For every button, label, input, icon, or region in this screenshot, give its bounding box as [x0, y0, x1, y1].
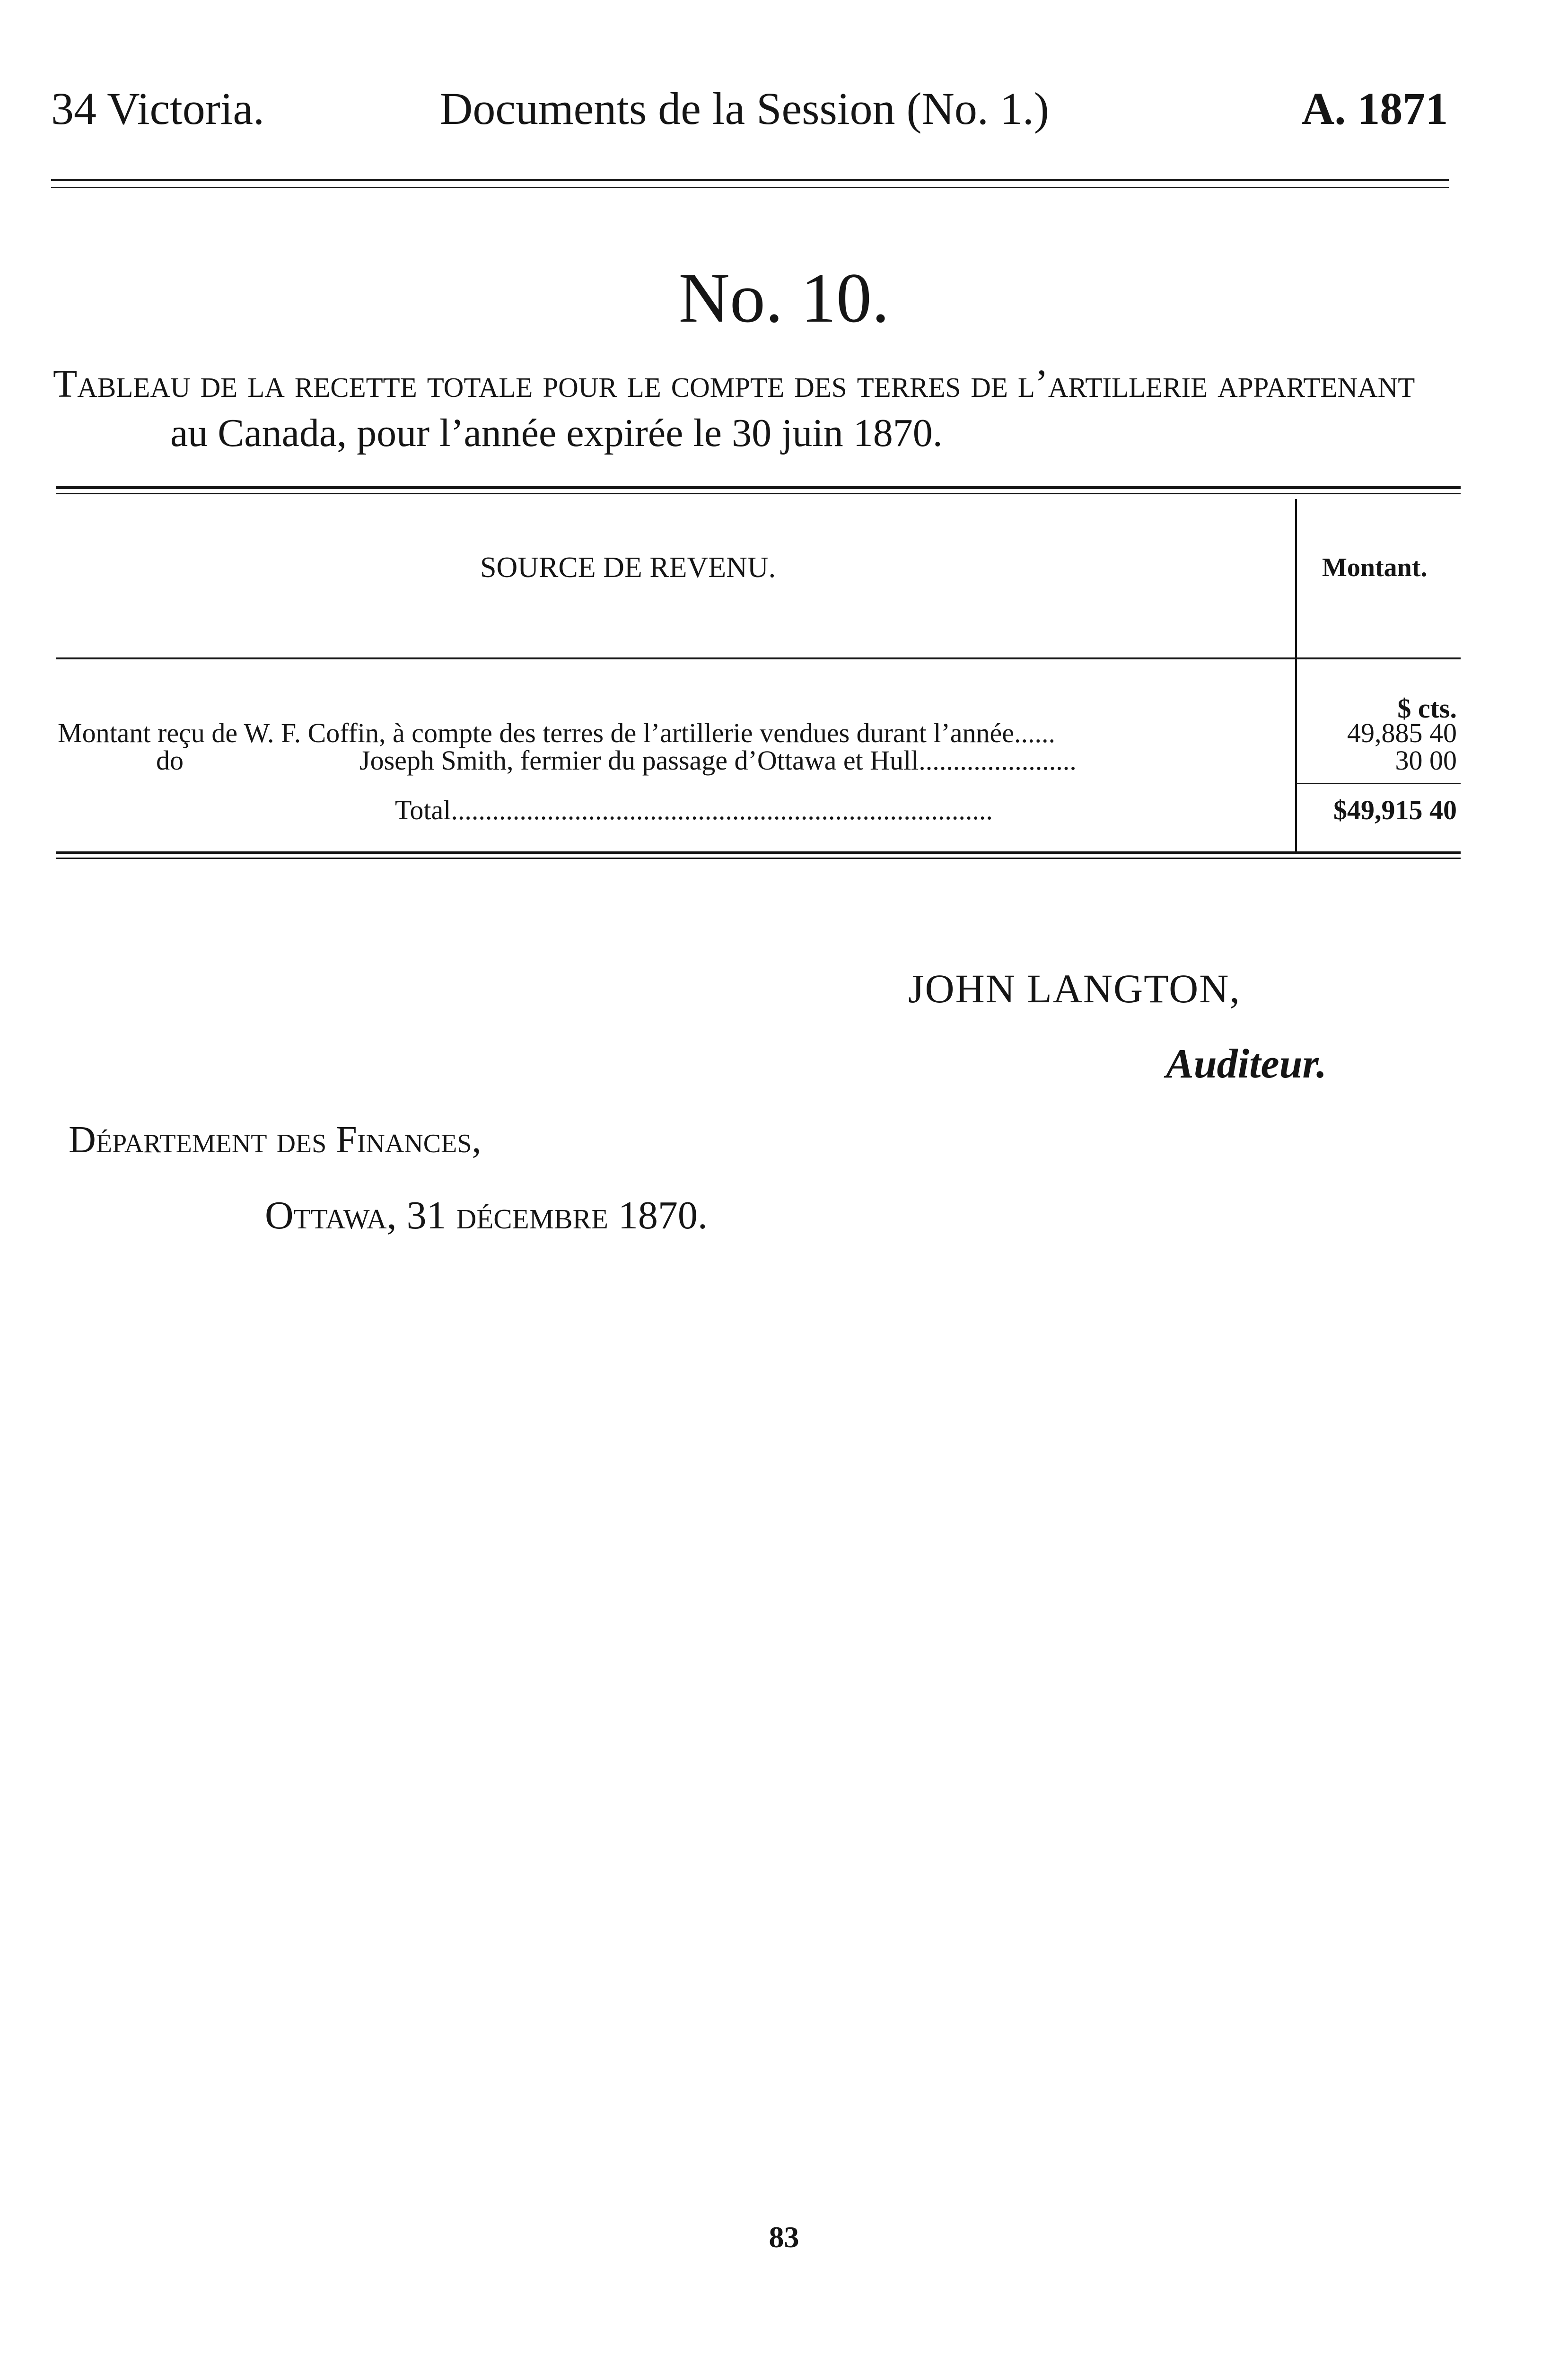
table-row-source: Montant reçu de W. F. Coffin, à compte des terres de l’artillerie vendues durant l’année...... [58, 718, 1056, 748]
header-rule-bottom [51, 187, 1449, 188]
intro-line-2: au Canada, pour l’année expirée le 30 juin 1870. [170, 411, 943, 455]
column-header-amount: Montant. [1322, 553, 1428, 582]
document-number: No. 10. [678, 259, 890, 337]
table-bottom-rule [56, 851, 1461, 854]
table-row-ditto: do [156, 745, 184, 776]
column-header-source: SOURCE DE REVENU. [480, 552, 776, 584]
header-title: Documents de la Session (No. 1.) [440, 83, 1049, 134]
place-date [265, 1192, 708, 1239]
table-bottom-rule-2 [56, 858, 1461, 859]
page-number: 83 [769, 2220, 799, 2254]
header-rule-top [51, 179, 1449, 181]
signature-name: JOHN LANGTON, [908, 966, 1241, 1011]
total-amount: $49,915 40 [1333, 795, 1457, 825]
table-header-rule [56, 657, 1461, 659]
signature-title: Auditeur. [1166, 1041, 1327, 1087]
total-rule [1297, 783, 1461, 784]
currency-header: $ cts. [1397, 693, 1457, 724]
intro-line-1: Tableau de la recette totale pour le compte des terres de l’artillerie appartenant [53, 362, 1415, 406]
table-row-amount: 49,885 40 [1347, 718, 1457, 748]
header-year: A. 1871 [1302, 83, 1448, 134]
table-row-source: Joseph Smith, fermier du passage d’Ottawa et Hull....................... [359, 745, 1077, 776]
header-volume: 34 Victoria. [51, 83, 265, 134]
table-top-rule-2 [56, 493, 1461, 494]
table-top-rule [56, 486, 1461, 489]
total-label: Total............................................................................... [395, 795, 993, 825]
table-row-amount: 30 00 [1395, 745, 1457, 776]
department-name: Département des Finances, [69, 1119, 482, 1161]
place-date-text: Ottawa, 31 décembre 1870. [265, 1193, 708, 1237]
